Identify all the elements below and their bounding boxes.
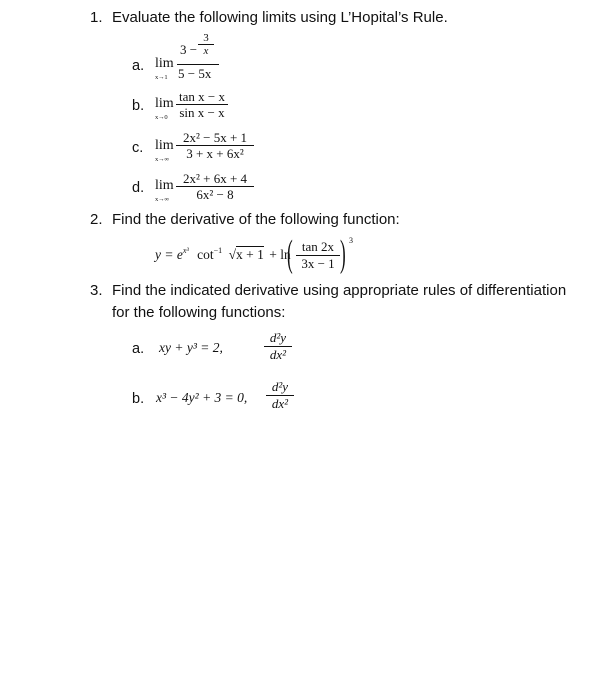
item-1c-approach: x→∞ (155, 156, 169, 163)
q2-equation-left (155, 247, 291, 263)
question-2-text: Find the derivative of the following function: (112, 211, 400, 228)
item-1d-approach: x→∞ (155, 196, 169, 203)
item-1d-label: d. (132, 180, 145, 196)
question-1 (90, 8, 448, 28)
item-3a-equation-text: xy + y³ = 2, (159, 340, 223, 355)
q2-frac-den: 3x − 1 (301, 256, 335, 271)
item-1d-lim: lim (155, 178, 174, 193)
item-1c-den: 3 + x + 6x² (186, 146, 244, 161)
q2-cot: cot (197, 247, 214, 262)
item-1b-num: tan x − x (179, 89, 225, 104)
item-1a-label: a. (132, 58, 145, 74)
q2-cot-exp: −1 (213, 246, 223, 255)
item-3a-derivative (264, 330, 292, 363)
item-1a-main-bar (177, 64, 219, 65)
item-3a-deriv-num: d²y (269, 330, 287, 345)
item-1a-inner-den: x (203, 45, 209, 57)
item-3b-deriv-den: dx² (271, 396, 289, 411)
q2-right-paren: ) (340, 233, 346, 275)
question-3-text-line1: Find the indicated derivative using appropriate rules of differentiation (112, 282, 567, 299)
q2-frac-num: tan 2x (301, 239, 335, 254)
question-2 (90, 210, 400, 230)
item-1a-num-prefix: 3 − (180, 42, 198, 57)
item-1b-approach: x→0 (155, 114, 168, 121)
q2-exp: x³ (182, 246, 189, 255)
item-1d-num: 2x² + 6x + 4 (182, 171, 248, 186)
item-1b-den: sin x − x (179, 105, 225, 120)
question-3-number: 3. (90, 282, 103, 299)
item-3b-equation (156, 390, 247, 406)
q2-fraction (296, 239, 340, 272)
question-3 (90, 281, 566, 301)
q2-lhs: y = e (155, 247, 183, 262)
item-1d-den: 6x² − 8 (196, 187, 234, 202)
item-1a-inner-num: 3 (203, 32, 209, 44)
item-1c-fraction (176, 130, 254, 161)
item-1c-num: 2x² − 5x + 1 (182, 130, 248, 145)
q2-left-paren: ( (287, 233, 293, 275)
item-3a-deriv-den: dx² (269, 347, 287, 362)
q2-sqrt-sign: √ (228, 247, 236, 262)
item-1d-fraction (176, 171, 254, 202)
q2-sqrt-arg: x + 1 (235, 247, 264, 262)
item-1b-fraction (176, 89, 228, 120)
question-1-text: Evaluate the following limits using L’Hopital’s Rule. (112, 9, 448, 26)
question-2-number: 2. (90, 211, 103, 228)
q2-outer-exp: 3 (349, 236, 353, 245)
item-3a-label: a. (132, 341, 145, 357)
item-3a-equation (159, 340, 223, 356)
item-1a-lim: lim (155, 56, 174, 71)
item-1a-approach: x→1 (155, 74, 168, 81)
item-1c-label: c. (132, 140, 144, 156)
item-1a-den: 5 − 5x (178, 66, 212, 81)
q2-ln: + ln (269, 247, 291, 262)
item-1c-lim: lim (155, 138, 174, 153)
item-3b-deriv-num: d²y (271, 379, 289, 394)
question-1-number: 1. (90, 9, 103, 26)
item-3b-derivative (266, 379, 294, 412)
question-3-text-line2: for the following functions: (112, 304, 286, 321)
item-1b-label: b. (132, 98, 145, 114)
item-3b-label: b. (132, 391, 145, 407)
item-1b-lim: lim (155, 96, 174, 111)
item-3b-equation-text: x³ − 4y² + 3 = 0, (156, 390, 248, 405)
item-1a-inner-fraction (198, 32, 214, 57)
